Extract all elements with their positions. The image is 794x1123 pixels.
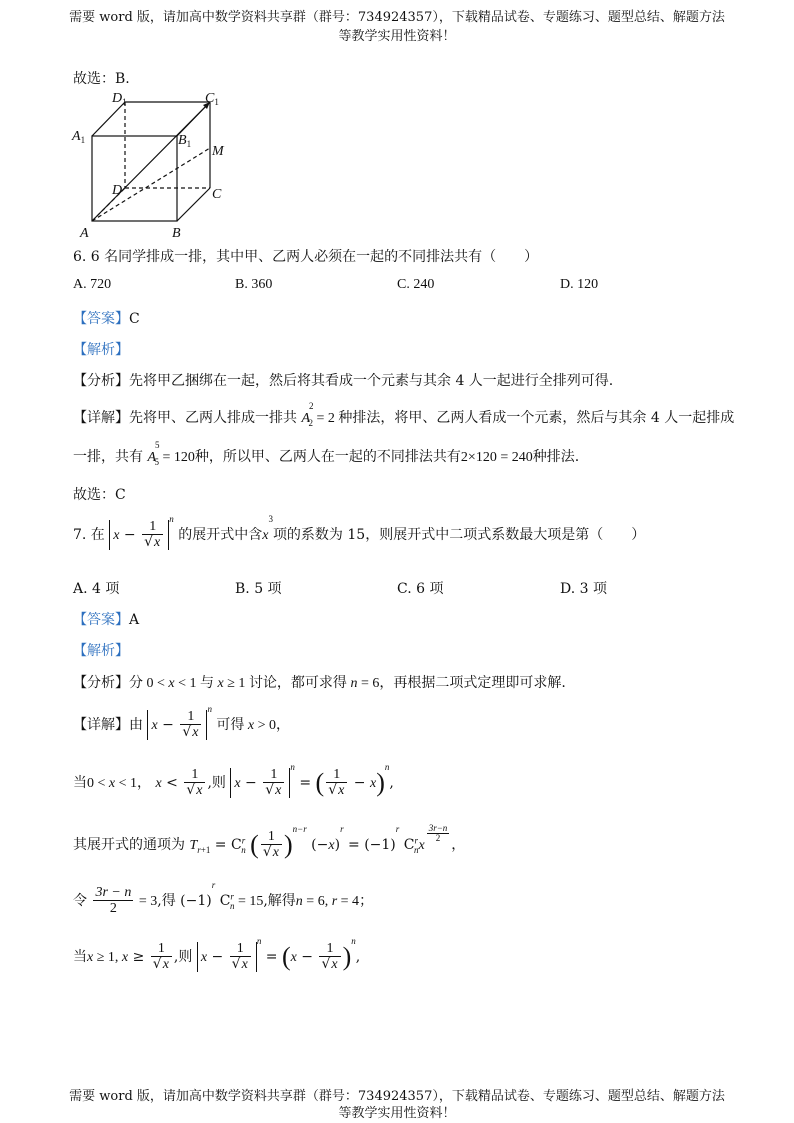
q6-detail-line-2: 一排，共有 $A^5_5 = 120$种，所以甲、乙两人在一起的不同排法共有2×120 = 240种排法. xyxy=(73,440,580,467)
q7-case1-line: 当0 < x < 1， x < $\frac{1}{√x}$ ,则 x − $\frac{1}{√x}$ $^n$ = ( $\frac{1}{√x}$ − x)$^n$, xyxy=(73,762,394,798)
q7-analysis-tag: 【解析】 xyxy=(73,643,129,659)
cube-edge-bc xyxy=(177,188,210,221)
label-a1: $A_1$ xyxy=(72,129,86,145)
q6-answer: 【答案】C xyxy=(73,311,140,327)
previous-answer: 故选：B. xyxy=(73,71,130,87)
q7-option-a: A. 4 项 xyxy=(73,581,120,597)
q6-option-a: A. 720 xyxy=(73,277,112,292)
q6-fenxi: 【分析】先将甲乙捆绑在一起，然后将其看成一个元素与其余 4 人一起进行全排列可得. xyxy=(73,373,614,389)
q7-answer: 【答案】A xyxy=(73,612,140,628)
q7-option-b: B. 5 项 xyxy=(235,581,282,597)
q6-conclusion: 故选：C xyxy=(73,487,126,503)
q6-detail-line-1: 【详解】先将甲、乙两人排成一排共 $A^2_2 = 2$ 种排法，将甲、乙两人看成一个元素，然后与其余 4 人一起排成 xyxy=(73,401,735,428)
header-line-2: 等教学实用性资料！ xyxy=(338,29,456,44)
q7-detail-line-1: 【详解】由 x − $\frac{1}{√x}$ $^n$ 可得 x > 0， xyxy=(73,704,291,740)
footer-line-1: 需要 word 版，请加高中数学资料共享群（群号：734924357），下载精品试卷、专题练习、题型总结、解题方法 xyxy=(69,1089,725,1104)
q6-option-d: D. 120 xyxy=(560,277,599,292)
q7-option-d: D. 3 项 xyxy=(560,581,607,597)
q7-option-c: C. 6 项 xyxy=(397,581,444,597)
q6-option-b: B. 360 xyxy=(235,277,273,292)
cube-diagram xyxy=(70,88,240,240)
q7-stem: 7. 在 x − $\frac{1}{√x}$ $^n$ 的展开式中含$x^3$项的系数为 15，则展开式中二项式系数最大项是第（ ） xyxy=(73,514,646,550)
cube-edge-a1d1 xyxy=(92,102,125,136)
label-b: B xyxy=(172,226,181,240)
label-d1: $D_1$ xyxy=(112,91,127,107)
q7-ling-line: 令 $\frac{3r - n}{2}$ = 3,得 $(-1)^r$ $C^r_n = 15$,解得n = 6, r = 4； xyxy=(73,880,374,916)
label-m: M xyxy=(212,144,224,159)
label-a: A xyxy=(80,226,89,240)
q6-option-c: C. 240 xyxy=(397,277,435,292)
q6-stem: 6. 6 名同学排成一排，其中甲、乙两人必须在一起的不同排法共有（ ） xyxy=(73,249,539,265)
footer-line-2: 等教学实用性资料！ xyxy=(338,1106,456,1121)
q7-general-term-line: 其展开式的通项为 $T_{r+1} = C^r_n$ ( $\frac{1}{√x}$ )$^{n-r}$ $(-x)^r = (-1)^r$ $C^r_nx$ $^{\frac{3r-n}{2}}$ ， xyxy=(73,823,466,860)
label-d: D xyxy=(112,183,123,198)
q7-case2-line: 当x ≥ 1, x ≥ $\frac{1}{√x}$ ,则 x − $\frac{1}{√x}$ $^n$ = (x − $\frac{1}{√x}$ )$^n$, xyxy=(73,936,361,972)
label-c1: $C_1$ xyxy=(205,91,219,107)
label-c: C xyxy=(212,187,222,202)
q7-fenxi: 【分析】分 0 < x < 1 与 x ≥ 1 讨论，都可求得 n = 6，再根据二项式定理即可求解. xyxy=(73,675,566,691)
label-b1: $B_1$ xyxy=(178,133,192,149)
header-line-1: 需要 word 版，请加高中数学资料共享群（群号：734924357），下载精品试卷、专题练习、题型总结、解题方法 xyxy=(69,10,725,25)
q6-analysis-tag: 【解析】 xyxy=(73,342,129,358)
line-am xyxy=(92,148,210,221)
line-ac1 xyxy=(92,102,210,221)
